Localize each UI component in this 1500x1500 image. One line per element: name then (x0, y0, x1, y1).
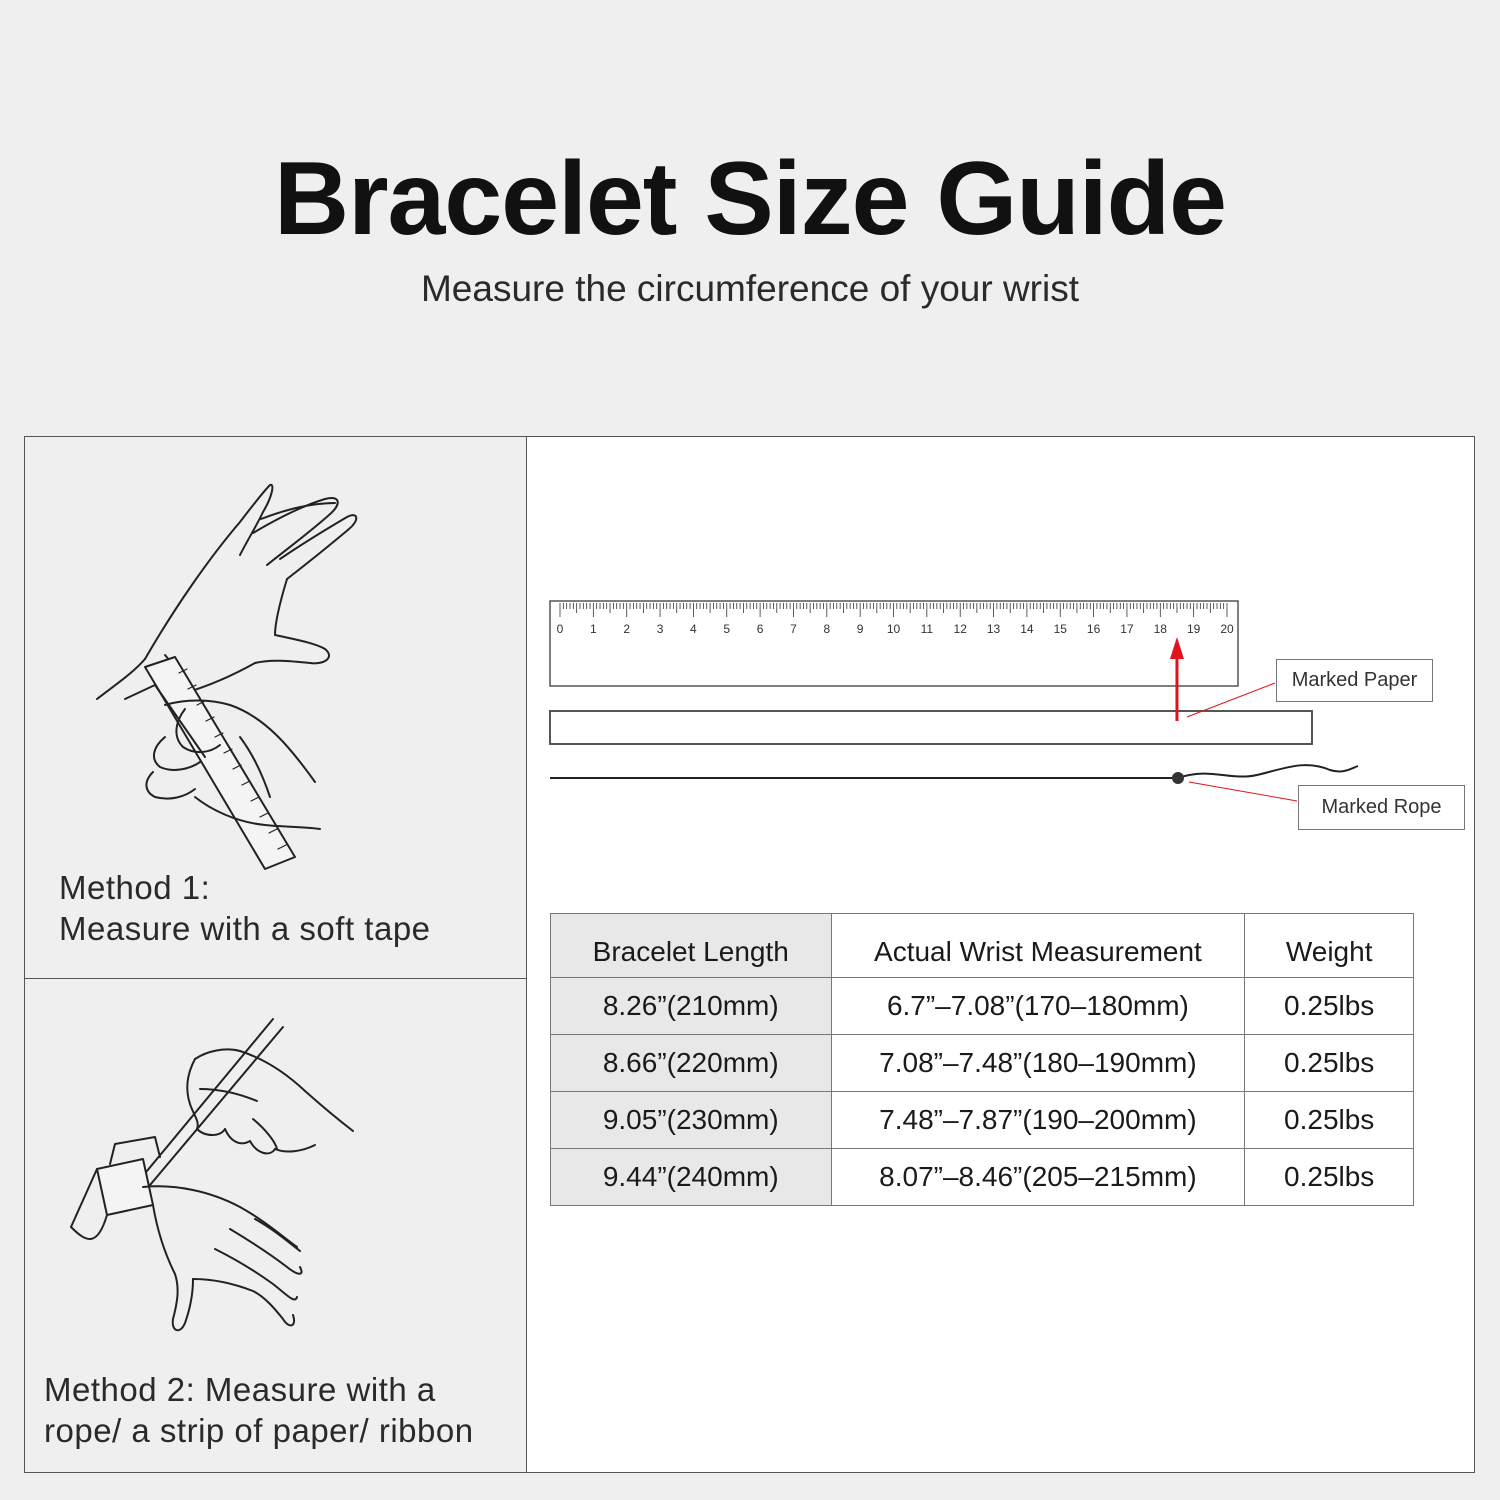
table-header-row (551, 914, 1414, 978)
ruler (550, 601, 1238, 686)
size-guide-frame (24, 436, 1475, 1473)
ruler-label: 15 (1053, 622, 1067, 636)
ruler-label: 8 (823, 622, 831, 636)
ruler-label: 0 (556, 622, 564, 636)
ruler-label: 12 (953, 622, 967, 636)
ruler-label: 16 (1086, 622, 1101, 636)
weight-cell: 0.25lbs (1245, 978, 1414, 1035)
rope-mark (1172, 772, 1184, 784)
table-row (551, 978, 1414, 1035)
ruler-label: 1 (590, 622, 597, 636)
table-row (551, 1092, 1414, 1149)
ruler-label: 18 (1153, 622, 1167, 636)
ruler-label: 7 (790, 622, 797, 636)
bracelet-length-cell: 8.66”(220mm) (551, 1035, 832, 1092)
method-1-description: Measure with a soft tape (59, 910, 431, 947)
rope-callout-line (1189, 782, 1297, 801)
paper-strip (550, 711, 1312, 744)
wrist-measurement-cell: 7.08”–7.48”(180–190mm) (831, 1035, 1245, 1092)
size-table (550, 913, 1414, 1206)
header-wrist-measurement: Actual Wrist Measurement (831, 914, 1245, 978)
ruler-label: 19 (1186, 622, 1201, 636)
method-2-panel (25, 979, 526, 1472)
ruler-label: 5 (723, 622, 731, 636)
marked-paper-label: Marked Paper (1276, 659, 1433, 702)
bracelet-length-cell: 8.26”(210mm) (551, 978, 832, 1035)
bracelet-length-cell: 9.44”(240mm) (551, 1149, 832, 1206)
method-2-heading: Method 2: Measure with a (44, 1371, 436, 1408)
ruler-label: 2 (623, 622, 631, 636)
ruler-label: 10 (886, 622, 901, 636)
ruler-label: 20 (1220, 622, 1234, 636)
ruler-label: 14 (1020, 622, 1034, 636)
method-2-text (44, 1369, 474, 1451)
ruler-label: 17 (1120, 622, 1134, 636)
table-row (551, 1149, 1414, 1206)
weight-cell: 0.25lbs (1245, 1149, 1414, 1206)
measurement-diagram (25, 437, 1474, 907)
rope-loose-end (1178, 765, 1358, 778)
ruler-label: 4 (690, 622, 697, 636)
ruler-labels (557, 622, 1234, 636)
weight-cell: 0.25lbs (1245, 1035, 1414, 1092)
header-bracelet-length: Bracelet Length (551, 914, 832, 978)
wrist-measurement-cell: 6.7”–7.08”(170–180mm) (831, 978, 1245, 1035)
method-1-heading: Method 1: (59, 869, 211, 906)
ruler-label: 6 (756, 622, 764, 636)
ruler-label: 13 (986, 622, 1001, 636)
header-weight: Weight (1245, 914, 1414, 978)
marked-rope-label: Marked Rope (1298, 785, 1465, 830)
page-title: Bracelet Size Guide (273, 141, 1227, 257)
method-2-description: rope/ a strip of paper/ ribbon (44, 1412, 474, 1449)
ruler-body (550, 601, 1238, 686)
page-subtitle: Measure the circumference of your wrist (420, 268, 1079, 309)
ruler-label: 3 (656, 622, 664, 636)
wrist-measurement-cell: 7.48”–7.87”(190–200mm) (831, 1092, 1245, 1149)
table-row (551, 1035, 1414, 1092)
ruler-label: 9 (856, 622, 864, 636)
weight-cell: 0.25lbs (1245, 1092, 1414, 1149)
wrist-measurement-cell: 8.07”–8.46”(205–215mm) (831, 1149, 1245, 1206)
bracelet-length-cell: 9.05”(230mm) (551, 1092, 832, 1149)
ruler-label: 11 (920, 622, 934, 636)
ruler-ticks (560, 603, 1227, 617)
